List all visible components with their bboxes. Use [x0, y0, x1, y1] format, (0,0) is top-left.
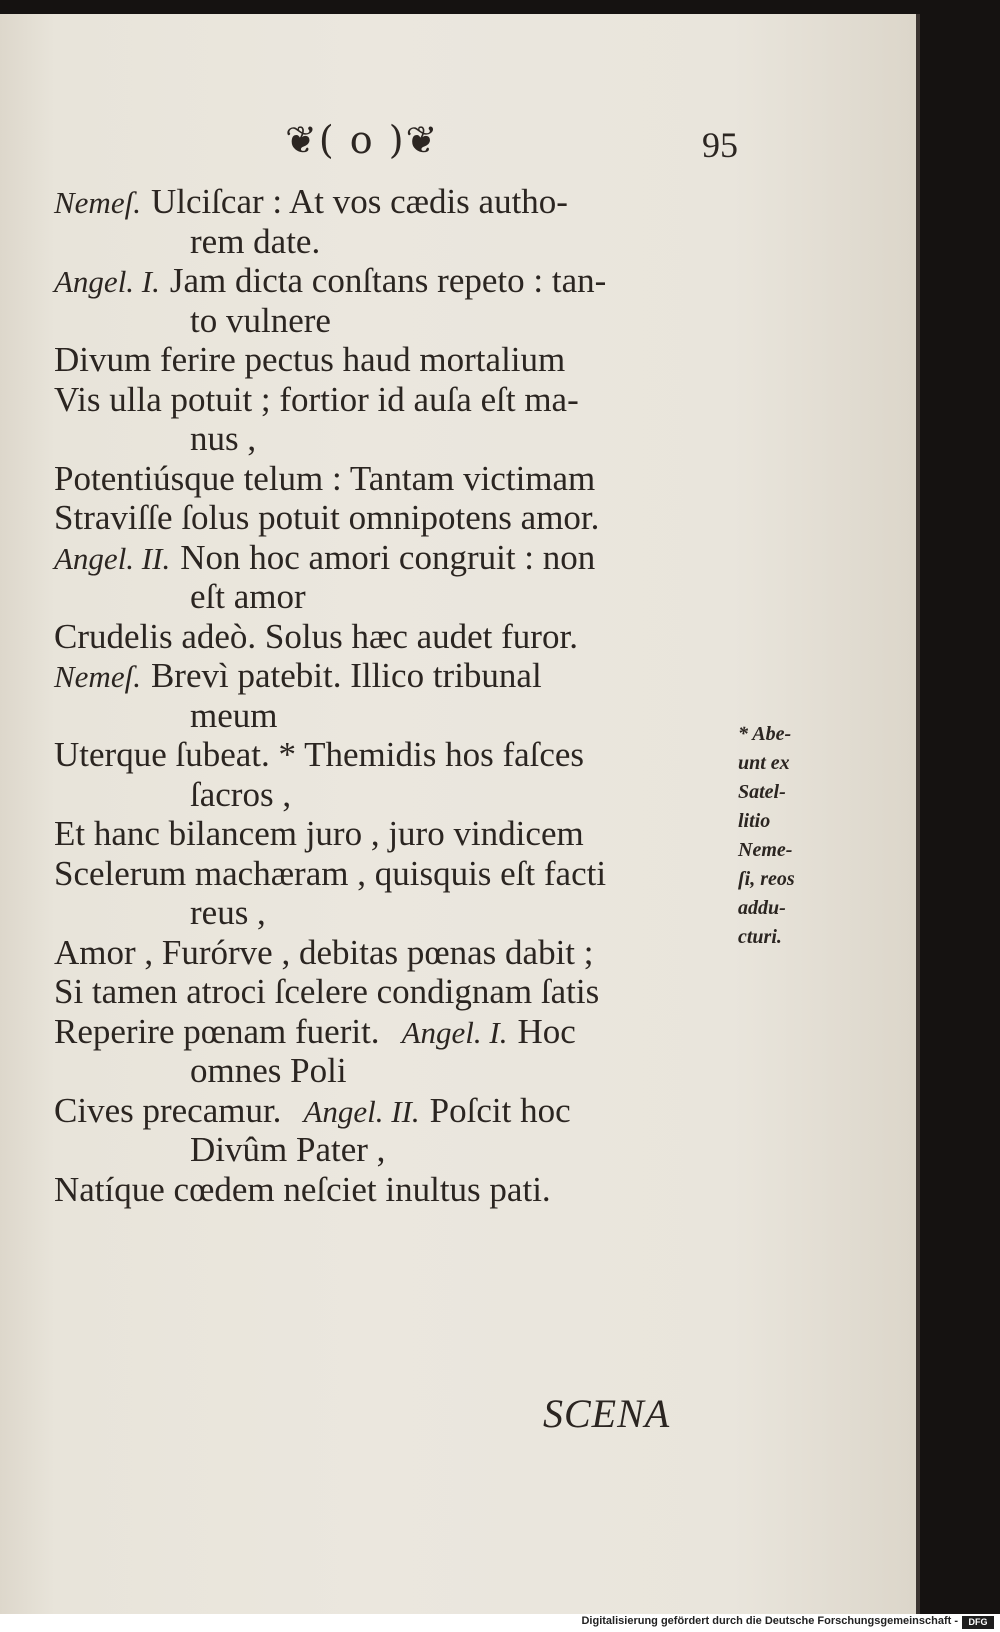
text-line	[54, 972, 744, 1012]
line-text: nus ,	[190, 419, 257, 458]
text-line	[54, 459, 744, 499]
line-text: reus ,	[190, 893, 266, 932]
text-line	[54, 261, 744, 301]
line-text: Amor , Furórve , debitas pœnas dabit ;	[54, 932, 594, 972]
text-line	[54, 1012, 744, 1052]
header-ornament: ❦( o )❦	[285, 118, 440, 162]
line-text: Si tamen atroci ſcelere condignam ſatis	[54, 972, 600, 1011]
line-text: Reperire pœnam fuerit.	[54, 1011, 380, 1051]
text-line	[54, 222, 744, 262]
line-text: Brevì patebit. Illico tribunal	[150, 656, 542, 695]
line-text: meum	[190, 695, 278, 735]
text-line	[54, 814, 744, 854]
text-line	[54, 656, 744, 696]
page-content	[0, 14, 916, 1614]
margin-note-line: Neme-	[738, 839, 793, 861]
text-line	[54, 538, 744, 578]
dfg-logo: DFG	[962, 1616, 994, 1629]
line-text: Natíque cœdem neſciet inultus pati.	[54, 1169, 551, 1209]
line-text: Uterque ſubeat. * Themidis hos faſces	[54, 735, 585, 774]
line-text: Vis ulla potuit ; fortior id auſa eſt ma-	[54, 379, 579, 419]
line-text: Et hanc bilancem juro , juro vindicem	[54, 814, 584, 853]
line-text: to vulnere	[190, 300, 331, 340]
margin-note-line: litio	[738, 810, 771, 832]
text-line	[54, 1130, 744, 1170]
text-line	[54, 893, 744, 933]
text-line	[54, 617, 744, 657]
speaker-label: Angel. I.	[54, 264, 160, 299]
line-text: Divum ferire pectus haud mortalium	[54, 340, 566, 379]
text-line	[54, 1051, 744, 1091]
text-line	[54, 854, 744, 894]
speaker-label: Angel. II.	[54, 540, 171, 576]
funding-notice: Digitalisierung gefördert durch die Deutsche Forschungsgemeinschaft -	[581, 1615, 958, 1627]
margin-note-line: cturi.	[738, 926, 782, 948]
speaker-label: Angel. II.	[303, 1093, 420, 1129]
margin-note	[738, 720, 828, 952]
line-text: Cives precamur.	[54, 1090, 282, 1130]
line-text: omnes Poli	[190, 1051, 347, 1090]
line-text: Straviſſe ſolus potuit omnipotens amor.	[54, 498, 600, 537]
text-line	[54, 498, 744, 538]
margin-note-line: unt ex	[738, 752, 790, 774]
page-number: 95	[702, 125, 738, 165]
text-line	[54, 380, 744, 420]
line-text: Poſcit hoc	[429, 1090, 571, 1130]
margin-note-line: Satel-	[738, 781, 786, 803]
line-text: Scelerum machæram , quisquis eſt facti	[54, 853, 607, 893]
footer-bar	[0, 1614, 1000, 1632]
text-line	[54, 340, 744, 380]
line-text: rem date.	[190, 221, 321, 261]
speaker-label: Angel. I.	[401, 1014, 508, 1050]
line-text: Potentiúsque telum : Tantam victimam	[54, 458, 596, 498]
text-line	[54, 775, 744, 815]
speaker-label: Nemeſ.	[54, 185, 141, 220]
book-page	[0, 14, 920, 1614]
verse-text	[54, 182, 744, 1209]
line-text: Divûm Pater ,	[190, 1130, 386, 1169]
line-text: eſt amor	[190, 577, 306, 616]
text-line	[54, 1091, 744, 1131]
text-line	[54, 1170, 744, 1210]
line-text: Ulciſcar : At vos cædis autho-	[150, 182, 568, 221]
text-line	[54, 419, 744, 459]
running-header	[0, 118, 916, 168]
text-line	[54, 696, 744, 736]
margin-note-line: * Abe-	[738, 723, 792, 745]
text-line	[54, 933, 744, 973]
speaker-label: Nemeſ.	[54, 659, 141, 694]
catchword: SCENA	[543, 1391, 671, 1436]
text-line	[54, 301, 744, 341]
text-line	[54, 577, 744, 617]
line-text: Hoc	[517, 1011, 576, 1051]
line-text: Jam dicta conſtans repeto : tan-	[169, 261, 607, 300]
line-text: Non hoc amori congruit : non	[180, 537, 596, 577]
text-line	[54, 182, 744, 222]
line-text: Crudelis adeò. Solus hæc audet furor.	[54, 616, 578, 656]
text-line	[54, 735, 744, 775]
margin-note-line: ſi, reos	[738, 868, 795, 890]
margin-note-line: addu-	[738, 897, 786, 919]
line-text: ſacros ,	[190, 774, 292, 814]
